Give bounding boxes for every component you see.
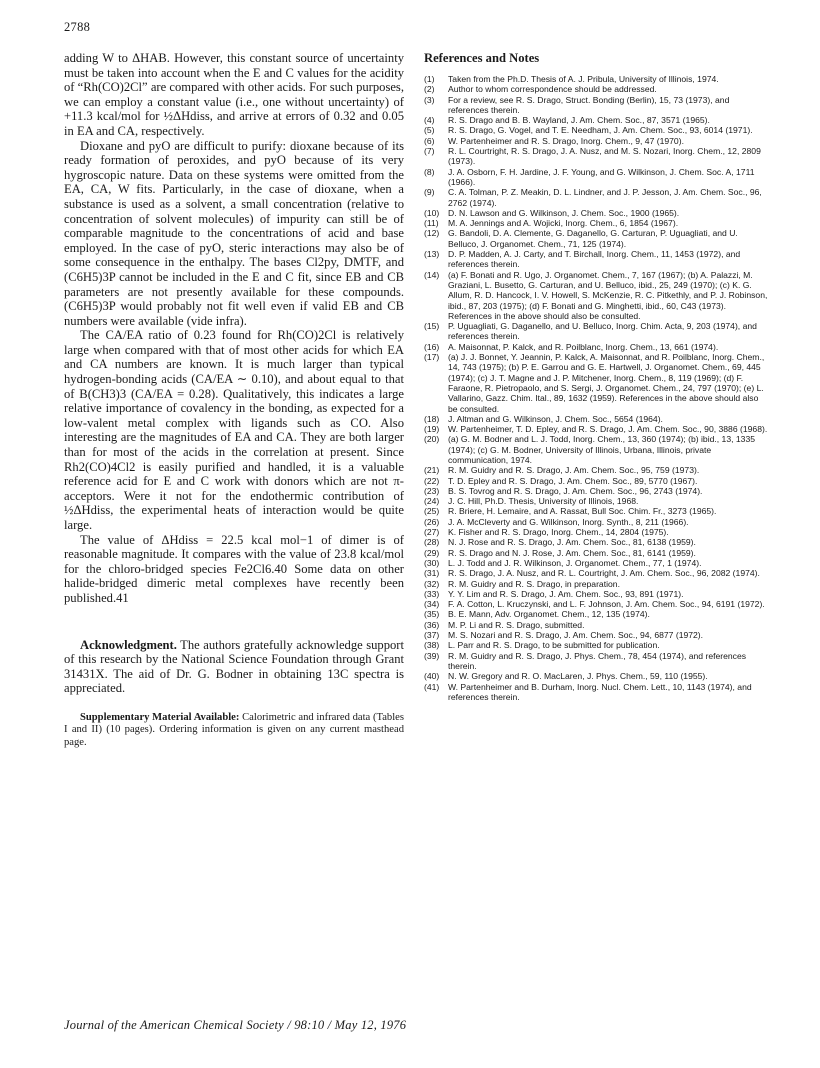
reference-number: (31) — [424, 568, 440, 579]
reference-item — [424, 465, 770, 475]
reference-number: (37) — [424, 630, 440, 641]
reference-number: (9) — [424, 187, 435, 198]
reference-item — [424, 424, 770, 434]
reference-number: (41) — [424, 681, 440, 692]
references-list — [424, 74, 770, 702]
reference-number: (23) — [424, 485, 440, 496]
reference-item — [424, 95, 770, 116]
reference-number: (7) — [424, 146, 435, 157]
reference-item — [424, 589, 770, 599]
reference-item — [424, 218, 770, 228]
reference-item — [424, 527, 770, 537]
reference-text: R. M. Guidry and R. S. Drago, J. Phys. Chem., 78, 454 (1974), and references therein. — [448, 650, 747, 671]
reference-text: (a) F. Bonati and R. Ugo, J. Organomet. Chem., 7, 167 (1967); (b) A. Palazzi, M. Graziani, L. Busetto, G. Carturan, and U. Belluco, ibid., 25, 249 (1970); (c) K. G. Allum, R. D. Hancock, I. V. Howell, S. McKenzie, R. C. Pitkethly, and P. J. Robinson, ibid., 87, 203 (1975); (d) F. Bonati and G. Minghetti, ibid., 60, C43 (1973). References in the above should also be consulted. — [448, 269, 768, 321]
reference-text: M. S. Nozari and R. S. Drago, J. Am. Chem. Soc., 94, 6877 (1972). — [448, 630, 704, 641]
reference-text: R. S. Drago, G. Vogel, and T. E. Needham, J. Am. Chem. Soc., 93, 6014 (1971). — [448, 125, 753, 136]
reference-text: W. Partenheimer, T. D. Epley, and R. S. Drago, J. Am. Chem. Soc., 90, 3886 (1968). — [448, 424, 768, 435]
reference-item — [424, 640, 770, 650]
reference-text: R. Briere, H. Lemaire, and A. Rassat, Bull Soc. Chim. Fr., 3273 (1965). — [448, 506, 717, 517]
reference-text: D. P. Madden, A. J. Carty, and T. Birchall, Inorg. Chem., 11, 1453 (1972), and references therein. — [448, 249, 741, 270]
reference-item — [424, 568, 770, 578]
acknowledgment-text: The authors gratefully acknowledge support of this research by the National Science Foundation through Grant 31431X. The aid of Dr. G. Bodner in obtaining 13C spectra is appreciated. — [64, 637, 404, 696]
reference-item — [424, 74, 770, 84]
reference-text: B. E. Mann, Adv. Organomet. Chem., 12, 135 (1974). — [448, 609, 650, 620]
reference-text: R. M. Guidry and R. S. Drago, in preparation. — [448, 578, 620, 589]
reference-number: (24) — [424, 496, 440, 507]
reference-item — [424, 414, 770, 424]
reference-number: (22) — [424, 475, 440, 486]
reference-number: (25) — [424, 506, 440, 517]
reference-text: G. Bandoli, D. A. Clemente, G. Daganello, G. Carturan, P. Uguagliati, and U. Belluco, J. Organomet. Chem., 71, 125 (1974). — [448, 228, 738, 249]
reference-number: (26) — [424, 516, 440, 527]
reference-item — [424, 321, 770, 342]
reference-text: J. Altman and G. Wilkinson, J. Chem. Soc., 5654 (1964). — [448, 413, 663, 424]
paragraph-dissociation-value: The value of ΔHdiss = 22.5 kcal mol−1 of dimer is of reasonable magnitude. It compares with the value of 23.8 kcal/mol for the chloro-bridged species Fe2Cl6.40 Some data on other halide-bridged dimeric metal complexes have recently been published.41 — [64, 532, 404, 605]
reference-text: B. S. Tovrog and R. S. Drago, J. Am. Chem. Soc., 96, 2743 (1974). — [448, 485, 703, 496]
reference-text: L. Parr and R. S. Drago, to be submitted for publication. — [448, 640, 660, 651]
reference-text: Y. Y. Lim and R. S. Drago, J. Am. Chem. Soc., 93, 891 (1971). — [448, 588, 684, 599]
reference-item — [424, 630, 770, 640]
reference-number: (12) — [424, 228, 440, 239]
reference-number: (18) — [424, 413, 440, 424]
reference-text: W. Partenheimer and B. Durham, Inorg. Nucl. Chem. Lett., 10, 1143 (1974), and references therein. — [448, 681, 752, 702]
reference-number: (17) — [424, 352, 440, 363]
paragraph-uncertainty: adding W to ΔHAB. However, this constant source of uncertainty must be taken into account when the E and C values for the acidity of “Rh(CO)2Cl” are compared with other acids. For such purposes, we can employ a constant value (i.e., one without uncertainty) of +11.3 kcal/mol for ½ΔHdiss, and arrive at errors of 0.32 and 0.05 in EA and CA, respectively. — [64, 51, 404, 138]
reference-text: R. S. Drago, J. A. Nusz, and R. L. Courtright, J. Am. Chem. Soc., 96, 2082 (1974). — [448, 568, 760, 579]
reference-item — [424, 620, 770, 630]
reference-text: L. J. Todd and J. R. Wilkinson, J. Organomet. Chem., 77, 1 (1974). — [448, 557, 702, 568]
reference-item — [424, 506, 770, 516]
reference-text: D. N. Lawson and G. Wilkinson, J. Chem. Soc., 1900 (1965). — [448, 207, 680, 218]
reference-text: P. Uguagliati, G. Daganello, and U. Belluco, Inorg. Chim. Acta, 9, 203 (1974), and references therein. — [448, 321, 757, 342]
acknowledgment-heading: Acknowledgment. — [80, 637, 177, 652]
reference-number: (14) — [424, 269, 440, 280]
reference-number: (20) — [424, 434, 440, 445]
reference-item — [424, 187, 770, 208]
reference-number: (16) — [424, 341, 440, 352]
reference-text: (a) G. M. Bodner and L. J. Todd, Inorg. Chem., 13, 360 (1974); (b) ibid., 13, 1335 (1974); (c) G. M. Bodner, University of Illinois, Urbana, Illinois, private communication, 1974. — [448, 434, 755, 465]
reference-text: J. C. Hill, Ph.D. Thesis, University of Illinois, 1968. — [448, 496, 639, 507]
reference-text: R. M. Guidry and R. S. Drago, J. Am. Chem. Soc., 95, 759 (1973). — [448, 465, 700, 476]
reference-item — [424, 548, 770, 558]
reference-text: M. P. Li and R. S. Drago, submitted. — [448, 619, 585, 630]
reference-item — [424, 609, 770, 619]
reference-item — [424, 167, 770, 188]
reference-item — [424, 486, 770, 496]
journal-footer: Journal of the American Chemical Society / 98:10 / May 12, 1976 — [64, 1018, 407, 1032]
references-column — [424, 51, 770, 702]
reference-text: Author to whom correspondence should be addressed. — [448, 84, 657, 95]
reference-item — [424, 496, 770, 506]
reference-item — [424, 208, 770, 218]
reference-number: (10) — [424, 207, 440, 218]
reference-number: (27) — [424, 527, 440, 538]
reference-number: (3) — [424, 94, 435, 105]
reference-item — [424, 228, 770, 249]
page-number: 2788 — [64, 20, 91, 34]
reference-item — [424, 125, 770, 135]
reference-number: (11) — [424, 218, 439, 229]
reference-number: (36) — [424, 619, 440, 630]
reference-text: F. A. Cotton, L. Kruczynski, and L. F. Johnson, J. Am. Chem. Soc., 94, 6191 (1972). — [448, 599, 765, 610]
reference-number: (32) — [424, 578, 440, 589]
reference-text: C. A. Tolman, P. Z. Meakin, D. L. Lindner, and J. P. Jesson, J. Am. Chem. Soc., 96, 2762 (1974). — [448, 187, 762, 208]
reference-item — [424, 682, 770, 703]
reference-number: (34) — [424, 599, 440, 610]
paragraph-dioxane-pyo: Dioxane and pyO are difficult to purify: dioxane because of its ready formation of peroxides, and pyO because of its very hygroscopic nature. Data on these systems were omitted from the EA, CA, W fits. Particularly, in the case of dioxane, when a substance is used as a solvent, a small concentration (relative to concentration of solvent molecules) of impurity can still be of comparable magnitude to the concentrations of acid and base employed. In the case of pyO, steric interactions may also be of some consequence in the enthalpy. The bases Cl2py, DMTF, and (C6H5)3P cannot be included in the E and C fit, since EB and CB parameters are not presently available for these compounds. (C6H5)3P would probably not fit well even if valid EB and CB numbers were available (vide infra). — [64, 138, 404, 328]
reference-number: (30) — [424, 557, 440, 568]
reference-item — [424, 146, 770, 167]
reference-item — [424, 599, 770, 609]
reference-item — [424, 671, 770, 681]
reference-number: (38) — [424, 640, 440, 651]
reference-number: (39) — [424, 650, 440, 661]
reference-number: (21) — [424, 465, 440, 476]
reference-text: T. D. Epley and R. S. Drago, J. Am. Chem. Soc., 89, 5770 (1967). — [448, 475, 698, 486]
reference-item — [424, 352, 770, 414]
reference-item — [424, 342, 770, 352]
reference-item — [424, 517, 770, 527]
reference-text: J. A. Osborn, F. H. Jardine, J. F. Young, and G. Wilkinson, J. Chem. Soc. A, 1711 (1966). — [448, 166, 755, 187]
reference-number: (6) — [424, 135, 435, 146]
reference-text: M. A. Jennings and A. Wojicki, Inorg. Chem., 6, 1854 (1967). — [448, 218, 679, 229]
references-heading: References and Notes — [424, 51, 540, 65]
reference-item — [424, 579, 770, 589]
reference-item — [424, 270, 770, 321]
reference-text: J. A. McCleverty and G. Wilkinson, Inorg. Synth., 8, 211 (1966). — [448, 516, 689, 527]
reference-number: (15) — [424, 321, 440, 332]
reference-text: N. J. Rose and R. S. Drago, J. Am. Chem. Soc., 81, 6138 (1959). — [448, 537, 696, 548]
reference-number: (5) — [424, 125, 435, 136]
reference-number: (2) — [424, 84, 435, 95]
reference-text: W. Partenheimer and R. S. Drago, Inorg. Chem., 9, 47 (1970). — [448, 135, 684, 146]
reference-item — [424, 136, 770, 146]
reference-text: K. Fisher and R. S. Drago, Inorg. Chem., 14, 2804 (1975). — [448, 527, 669, 538]
reference-text: N. W. Gregory and R. O. MacLaren, J. Phys. Chem., 59, 110 (1955). — [448, 671, 708, 682]
reference-number: (13) — [424, 249, 440, 260]
reference-item — [424, 651, 770, 672]
reference-number: (28) — [424, 537, 440, 548]
reference-number: (1) — [424, 74, 435, 84]
reference-number: (4) — [424, 115, 435, 126]
reference-text: For a review, see R. S. Drago, Struct. Bonding (Berlin), 15, 73 (1973), and references therein. — [448, 94, 730, 115]
supplementary-material-heading: Supplementary Material Available: — [80, 711, 240, 723]
reference-item — [424, 537, 770, 547]
reference-item — [424, 476, 770, 486]
reference-item — [424, 115, 770, 125]
reference-number: (29) — [424, 547, 440, 558]
body-text-column — [64, 51, 404, 749]
acknowledgment-paragraph — [64, 638, 404, 696]
reference-number: (19) — [424, 424, 440, 435]
reference-number: (33) — [424, 588, 440, 599]
supplementary-material-text: Calorimetric and infrared data (Tables I and II) (10 pages). Ordering information is given on any current masthead page. — [64, 711, 404, 748]
reference-text: R. L. Courtright, R. S. Drago, J. A. Nusz, and M. S. Nozari, Inorg. Chem., 12, 2809 (1973). — [448, 146, 761, 167]
reference-number: (40) — [424, 671, 440, 682]
reference-text: (a) J. J. Bonnet, Y. Jeannin, P. Kalck, A. Maisonnat, and R. Poilblanc, Inorg. Chem., 14, 743 (1975); (b) P. E. Garrou and G. E. Hartwell, J. Organomet. Chem., 69, 445 (1974); (c) J. T. Magne and J. P. Mitchener, Inorg. Chem., 8, 119 (1969); (d) F. Faraone, R. Pietropaolo, and S. Sergi, J. Organomet. Chem., 24, 797 (1970); (e) L. Vallarino, Gazz. Chim. Ital., 89, 1632 (1959). References in the above should also be consulted. — [448, 352, 765, 414]
reference-text: Taken from the Ph.D. Thesis of A. J. Pribula, University of Illinois, 1974. — [448, 74, 719, 84]
reference-text: R. S. Drago and N. J. Rose, J. Am. Chem. Soc., 81, 6141 (1959). — [448, 547, 696, 558]
supplementary-material-paragraph — [64, 712, 404, 749]
reference-number: (8) — [424, 166, 435, 177]
reference-item — [424, 558, 770, 568]
reference-text: R. S. Drago and B. B. Wayland, J. Am. Chem. Soc., 87, 3571 (1965). — [448, 115, 710, 126]
reference-item — [424, 434, 770, 465]
reference-number: (35) — [424, 609, 440, 620]
reference-item — [424, 249, 770, 270]
reference-text: A. Maisonnat, P. Kalck, and R. Poilblanc, Inorg. Chem., 13, 661 (1974). — [448, 341, 719, 352]
reference-item — [424, 84, 770, 94]
paragraph-ca-ea-ratio: The CA/EA ratio of 0.23 found for Rh(CO)2Cl is relatively large when compared with that of most other acids for which EA and CA numbers are known. It is much larger than typical hydrogen-bonding acids (CA/EA ∼ 0.10), and about equal to that of B(CH3)3 (CA/EA = 0.28). Qualitatively, this indicates a large relative importance of covalency in the bonding, as expected for a low-valent metal complex with ligands such as CO. Also interesting are the magnitudes of EA and CA. They are both larger than for most of the acids in the correlation at present. Since Rh2(CO)4Cl2 is easily purified and handled, it is a valuable reference acid for E and C work with donors which are not π-acceptors. Were it not for the endothermic contribution of ½ΔHdiss, the experimental heats of interaction would be quite large. — [64, 328, 404, 532]
